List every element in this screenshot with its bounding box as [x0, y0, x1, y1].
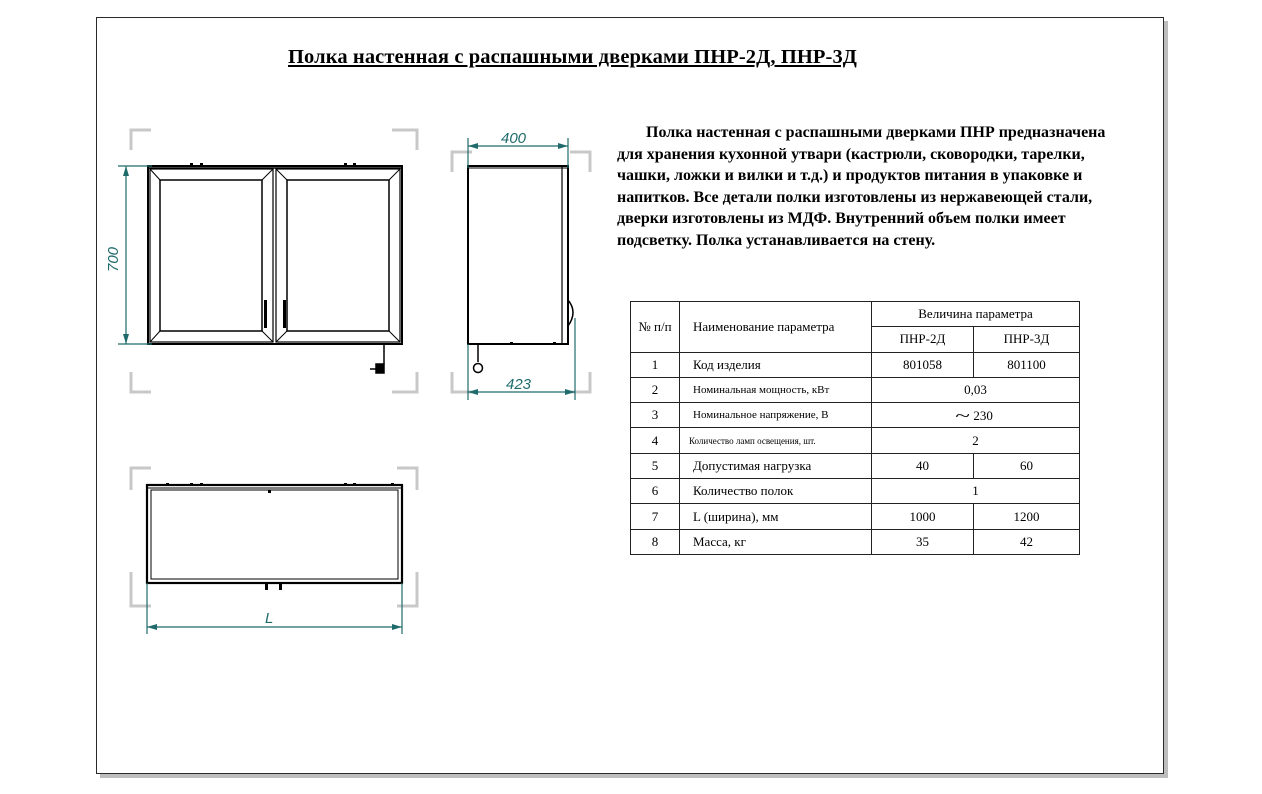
- side-view: [452, 152, 590, 392]
- table-row: [631, 428, 1080, 453]
- door-handles: [264, 300, 286, 328]
- row-value: 0,03: [872, 377, 1080, 402]
- header-value-group: Величина параметра: [872, 302, 1080, 327]
- power-cable: [370, 344, 384, 373]
- top-view: [131, 468, 417, 606]
- row-name: Количество ламп освещения, шт.: [680, 428, 872, 453]
- table-row: [631, 504, 1080, 529]
- row-value-1: 35: [872, 529, 974, 554]
- row-name: L (ширина), мм: [680, 504, 872, 529]
- row-num: 6: [631, 479, 680, 504]
- row-name: Допустимая нагрузка: [680, 453, 872, 478]
- dim-length: [147, 583, 402, 634]
- row-num: 8: [631, 529, 680, 554]
- table-row: [631, 377, 1080, 402]
- parameters-table: [630, 301, 1080, 555]
- page-title: Полка настенная с распашными дверками ПНР-2Д, ПНР-3Д: [288, 46, 858, 68]
- row-name: Масса, кг: [680, 529, 872, 554]
- row-value-1: 801058: [872, 352, 974, 377]
- table-header-row: [631, 302, 1080, 327]
- header-model-1: ПНР-2Д: [872, 327, 974, 352]
- table-row: [631, 352, 1080, 377]
- row-name: Номинальное напряжение, В: [680, 403, 872, 428]
- dim-height: [118, 166, 152, 344]
- ac-tilde-icon: ~: [955, 406, 971, 426]
- header-num: № п/п: [631, 302, 680, 353]
- dim-depth-bottom-label: 423: [506, 376, 532, 393]
- table-row: [631, 403, 1080, 428]
- table-row: [631, 529, 1080, 554]
- row-name: Номинальная мощность, кВт: [680, 377, 872, 402]
- row-num: 5: [631, 453, 680, 478]
- row-num: 7: [631, 504, 680, 529]
- row-value-2: 60: [974, 453, 1080, 478]
- row-num: 2: [631, 377, 680, 402]
- row-value: 1: [872, 479, 1080, 504]
- row-value: 230: [973, 408, 993, 424]
- row-value-cell: [872, 403, 1080, 428]
- row-value-2: 801100: [974, 352, 1080, 377]
- front-view: [131, 130, 417, 392]
- header-model-2: ПНР-3Д: [974, 327, 1080, 352]
- dim-depth-top-label: 400: [501, 130, 527, 147]
- table-row: [631, 479, 1080, 504]
- dim-length-label: L: [265, 610, 274, 627]
- row-num: 4: [631, 428, 680, 453]
- description-text: Полка настенная с распашными дверками ПНР предназначена для хранения кухонной утвари (кастрюли, сковородки, тарелки, чашки, ложки и вилки и т.д.) и продуктов питания в упаковке и напитков. Все детали полки изготовлены из нержавеющей стали, дверки изготовлены из МДФ. Внутренний объем полки имеет подсветку. Полка устанавливается на стену.: [617, 124, 1106, 249]
- row-value-2: 42: [974, 529, 1080, 554]
- header-name: Наименование параметра: [680, 302, 872, 353]
- top-view-frame-brackets: [131, 468, 417, 606]
- row-value-1: 1000: [872, 504, 974, 529]
- row-num: 1: [631, 352, 680, 377]
- row-name: Код изделия: [680, 352, 872, 377]
- row-num: 3: [631, 403, 680, 428]
- row-value: 2: [872, 428, 1080, 453]
- side-view-frame-brackets: [452, 152, 590, 392]
- front-view-body: [148, 166, 402, 344]
- dim-height-label: 700: [105, 246, 122, 272]
- row-name: Количество полок: [680, 479, 872, 504]
- row-value-2: 1200: [974, 504, 1080, 529]
- table-row: [631, 453, 1080, 478]
- row-value-1: 40: [872, 453, 974, 478]
